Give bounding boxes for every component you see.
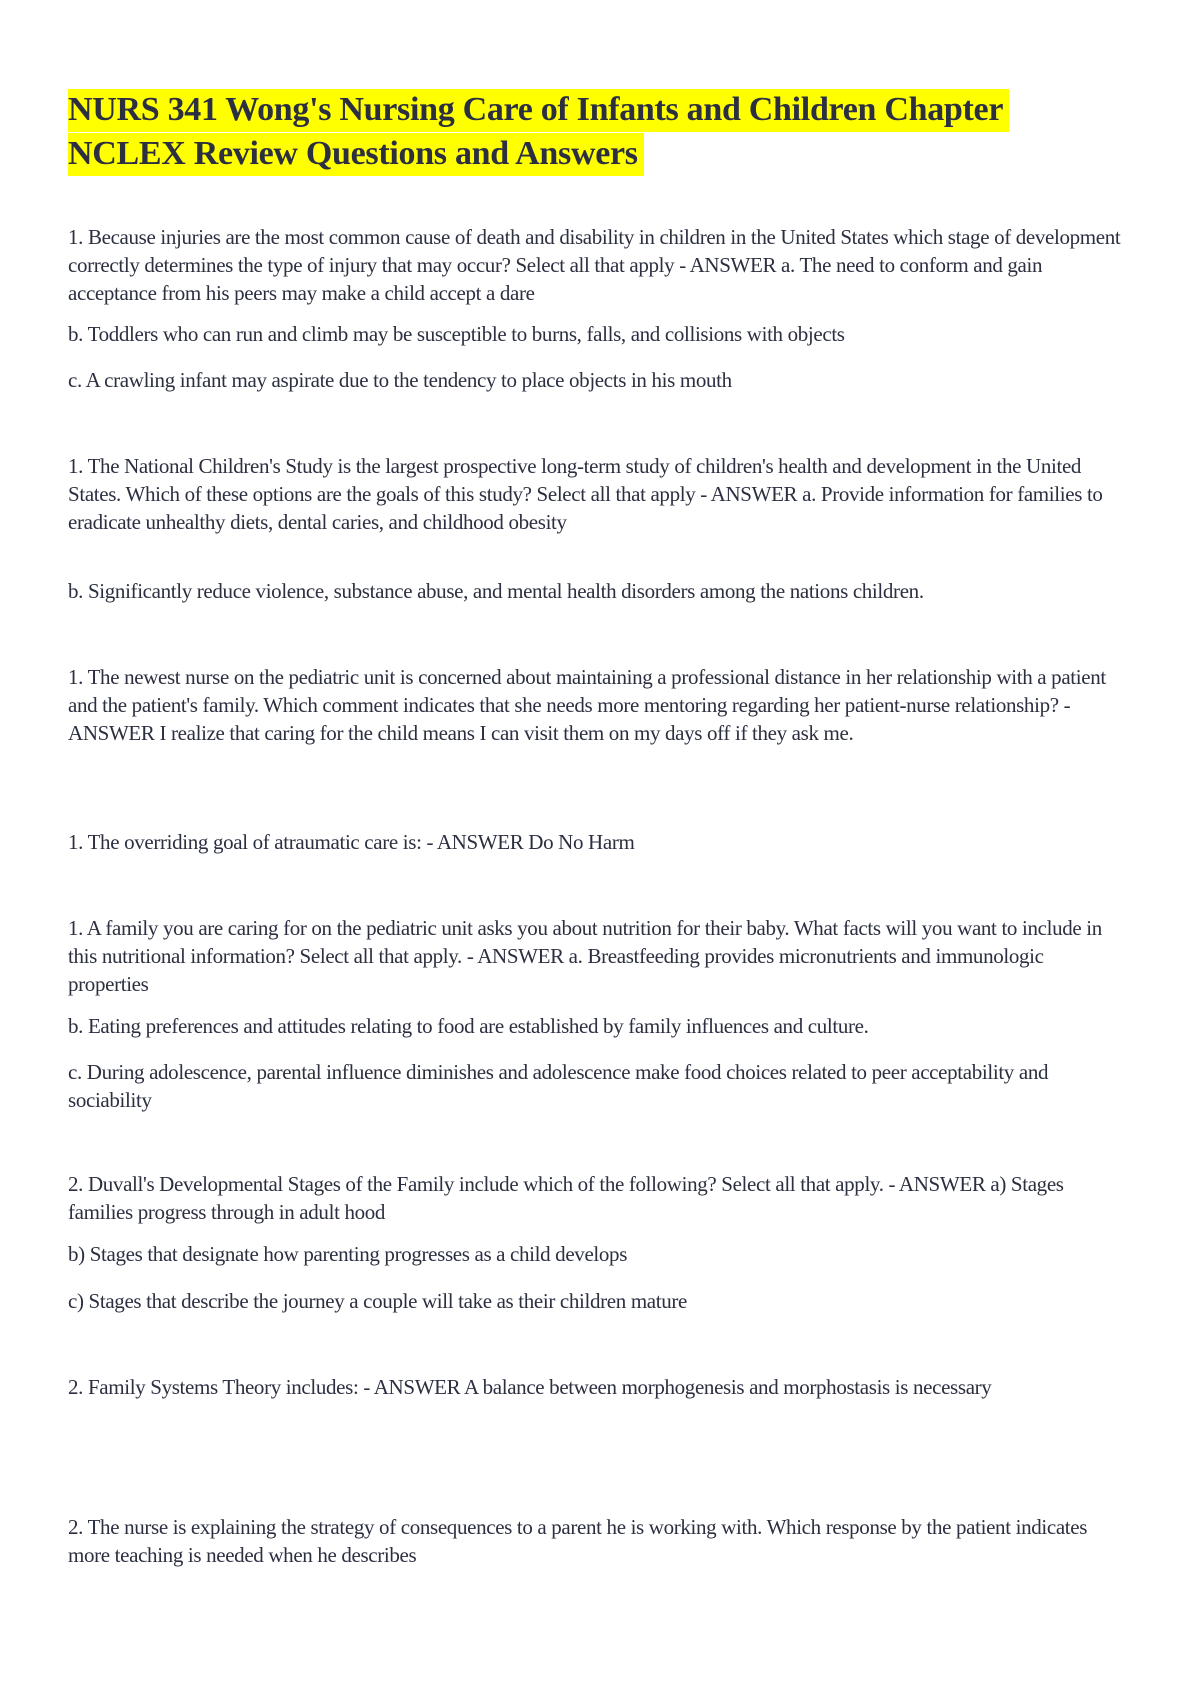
answer-option-paragraph: b. Eating preferences and attitudes relating to food are established by family influences and culture. <box>68 1014 869 1038</box>
answer-option-paragraph: c. During adolescence, parental influence diminishes and adolescence make food choices related to peer acceptability and sociability <box>68 1060 1049 1112</box>
answer-option-paragraph: c. A crawling infant may aspirate due to the tendency to place objects in his mouth <box>68 368 732 392</box>
question-paragraph: 2. The nurse is explaining the strategy of consequences to a parent he is working with. Which response by the patient indicates more teaching is needed when he describes <box>68 1515 1088 1567</box>
question-paragraph: 1. Because injuries are the most common cause of death and disability in children in the United States which stage of development correctly determines the type of injury that may occur? Select all that apply - ANSWER a. The need to conform and gain acceptance from his peers may make a child accept a dare <box>68 225 1121 305</box>
question-paragraph: 1. The overriding goal of atraumatic care is: - ANSWER Do No Harm <box>68 830 635 854</box>
document-title <box>68 88 1128 176</box>
answer-option-paragraph: b. Significantly reduce violence, substance abuse, and mental health disorders among the nations children. <box>68 579 924 603</box>
title-highlight-line-1: NURS 341 Wong's Nursing Care of Infants and Children Chapter <box>68 89 1009 132</box>
answer-option-paragraph: b) Stages that designate how parenting progresses as a child develops <box>68 1242 628 1266</box>
question-paragraph: 1. A family you are caring for on the pediatric unit asks you about nutrition for their baby. What facts will you want to include in this nutritional information? Select all that apply. - ANSWER a. Breastfeeding provides micronutrients and immunologic properties <box>68 916 1102 996</box>
title-highlight-line-2: NCLEX Review Questions and Answers <box>68 133 644 176</box>
question-paragraph: 2. Duvall's Developmental Stages of the Family include which of the following? Select all that apply. - ANSWER a) Stages families progress through in adult hood <box>68 1172 1064 1224</box>
question-paragraph: 1. The National Children's Study is the largest prospective long-term study of children's health and development in the United States. Which of these options are the goals of this study? Select all that apply - ANSWER a. Provide information for families to eradicate unhealthy diets, dental caries, and childhood obesity <box>68 454 1103 534</box>
answer-option-paragraph: b. Toddlers who can run and climb may be susceptible to burns, falls, and collisions with objects <box>68 322 845 346</box>
question-paragraph: 2. Family Systems Theory includes: - ANSWER A balance between morphogenesis and morphostasis is necessary <box>68 1375 992 1399</box>
question-paragraph: 1. The newest nurse on the pediatric unit is concerned about maintaining a professional distance in her relationship with a patient and the patient's family. Which comment indicates that she needs more mentoring regarding her patient-nurse relationship? - ANSWER I realize that caring for the child means I can visit them on my days off if they ask me. <box>68 665 1106 745</box>
answer-option-paragraph: c) Stages that describe the journey a couple will take as their children mature <box>68 1289 688 1313</box>
